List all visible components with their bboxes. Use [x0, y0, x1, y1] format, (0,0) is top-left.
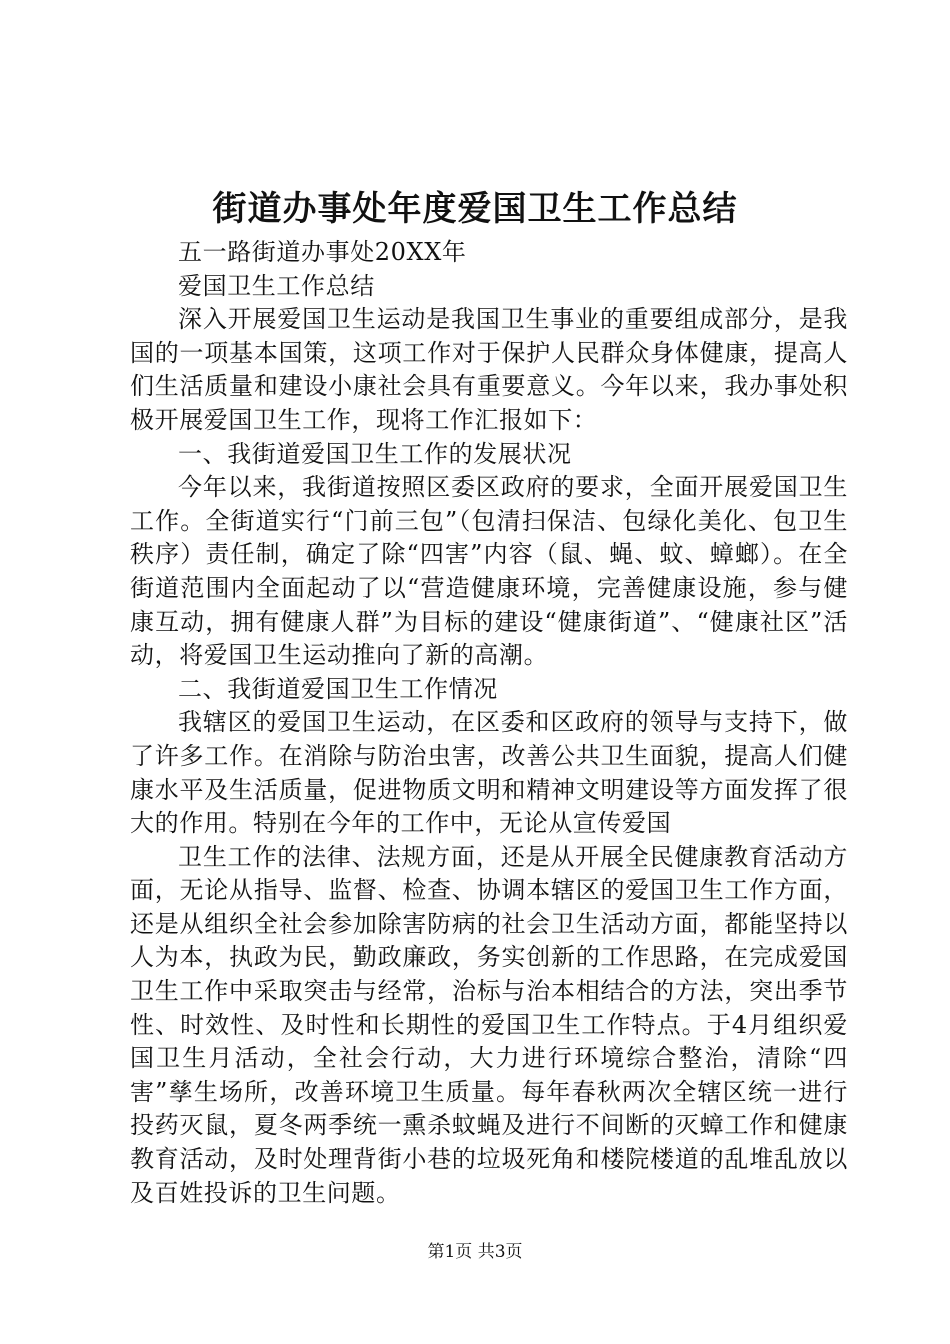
section-heading-1: 一、我街道爱国卫生工作的发展状况 — [178, 439, 572, 468]
section-heading-2: 二、我街道爱国卫生工作情况 — [178, 674, 498, 703]
page-number-footer: 第1页 共3页 — [427, 1242, 523, 1262]
paragraph-section-2b: 卫生工作的法律、法规方面，还是从开展全民健康教育活动方面，无论从指导、监督、检查、协调本辖区的爱国卫生工作方面，还是从组织全社会参加除害防病的社会卫生活动方面，都能坚持以人为本，执政为民，勤政廉政，务实创新的工作思路，在完成爱国卫生工作中采取突击与经常，治标与治本相结合的方法，突出季节性、时效性、及时性和长期性的爱国卫生工作特点。于4月组织爱国卫生月活动，全社会行动，大力进行环境综合整治，清除“四害”孳生场所，改善环境卫生质量。每年春秋两次全辖区统一进行投药灭鼠，夏冬两季统一熏杀蚊蝇及进行不间断的灭蟑工作和健康教育活动，及时处理背街小巷的垃圾死角和楼院楼道的乱堆乱放以及百姓投诉的卫生问题。 — [130, 842, 848, 1207]
paragraph-section-1: 今年以来，我街道按照区委区政府的要求，全面开展爱国卫生工作。全街道实行“门前三包”（包清扫保洁、包绿化美化、包卫生秩序）责任制，确定了除“四害”内容（鼠、蝇、蚊、蟑螂）。在全街道范围内全面起动了以“营造健康环境，完善健康设施，参与健康互动，拥有健康人群”为目标的建设“健康街道”、“健康社区”活动，将爱国卫生运动推向了新的高潮。 — [130, 473, 848, 670]
paragraph-intro: 深入开展爱国卫生运动是我国卫生事业的重要组成部分，是我国的一项基本国策，这项工作对于保护人民群众身体健康，提高人们生活质量和建设小康社会具有重要意义。今年以来，我办事处积极开展爱国卫生工作，现将工作汇报如下： — [130, 305, 848, 434]
paragraph-section-2a: 我辖区的爱国卫生运动，在区委和区政府的领导与支持下，做了许多工作。在消除与防治虫害，改善公共卫生面貌，提高人们健康水平及生活质量，促进物质文明和精神文明建设等方面发挥了很大的作用。特别在今年的工作中，无论从宣传爱国 — [130, 708, 848, 838]
document-title: 街道办事处年度爱国卫生工作总结 — [212, 189, 738, 229]
paragraph-office-name: 五一路街道办事处20XX年 — [178, 238, 467, 266]
document-body — [130, 236, 848, 1210]
paragraph-subtitle: 爱国卫生工作总结 — [178, 271, 375, 300]
